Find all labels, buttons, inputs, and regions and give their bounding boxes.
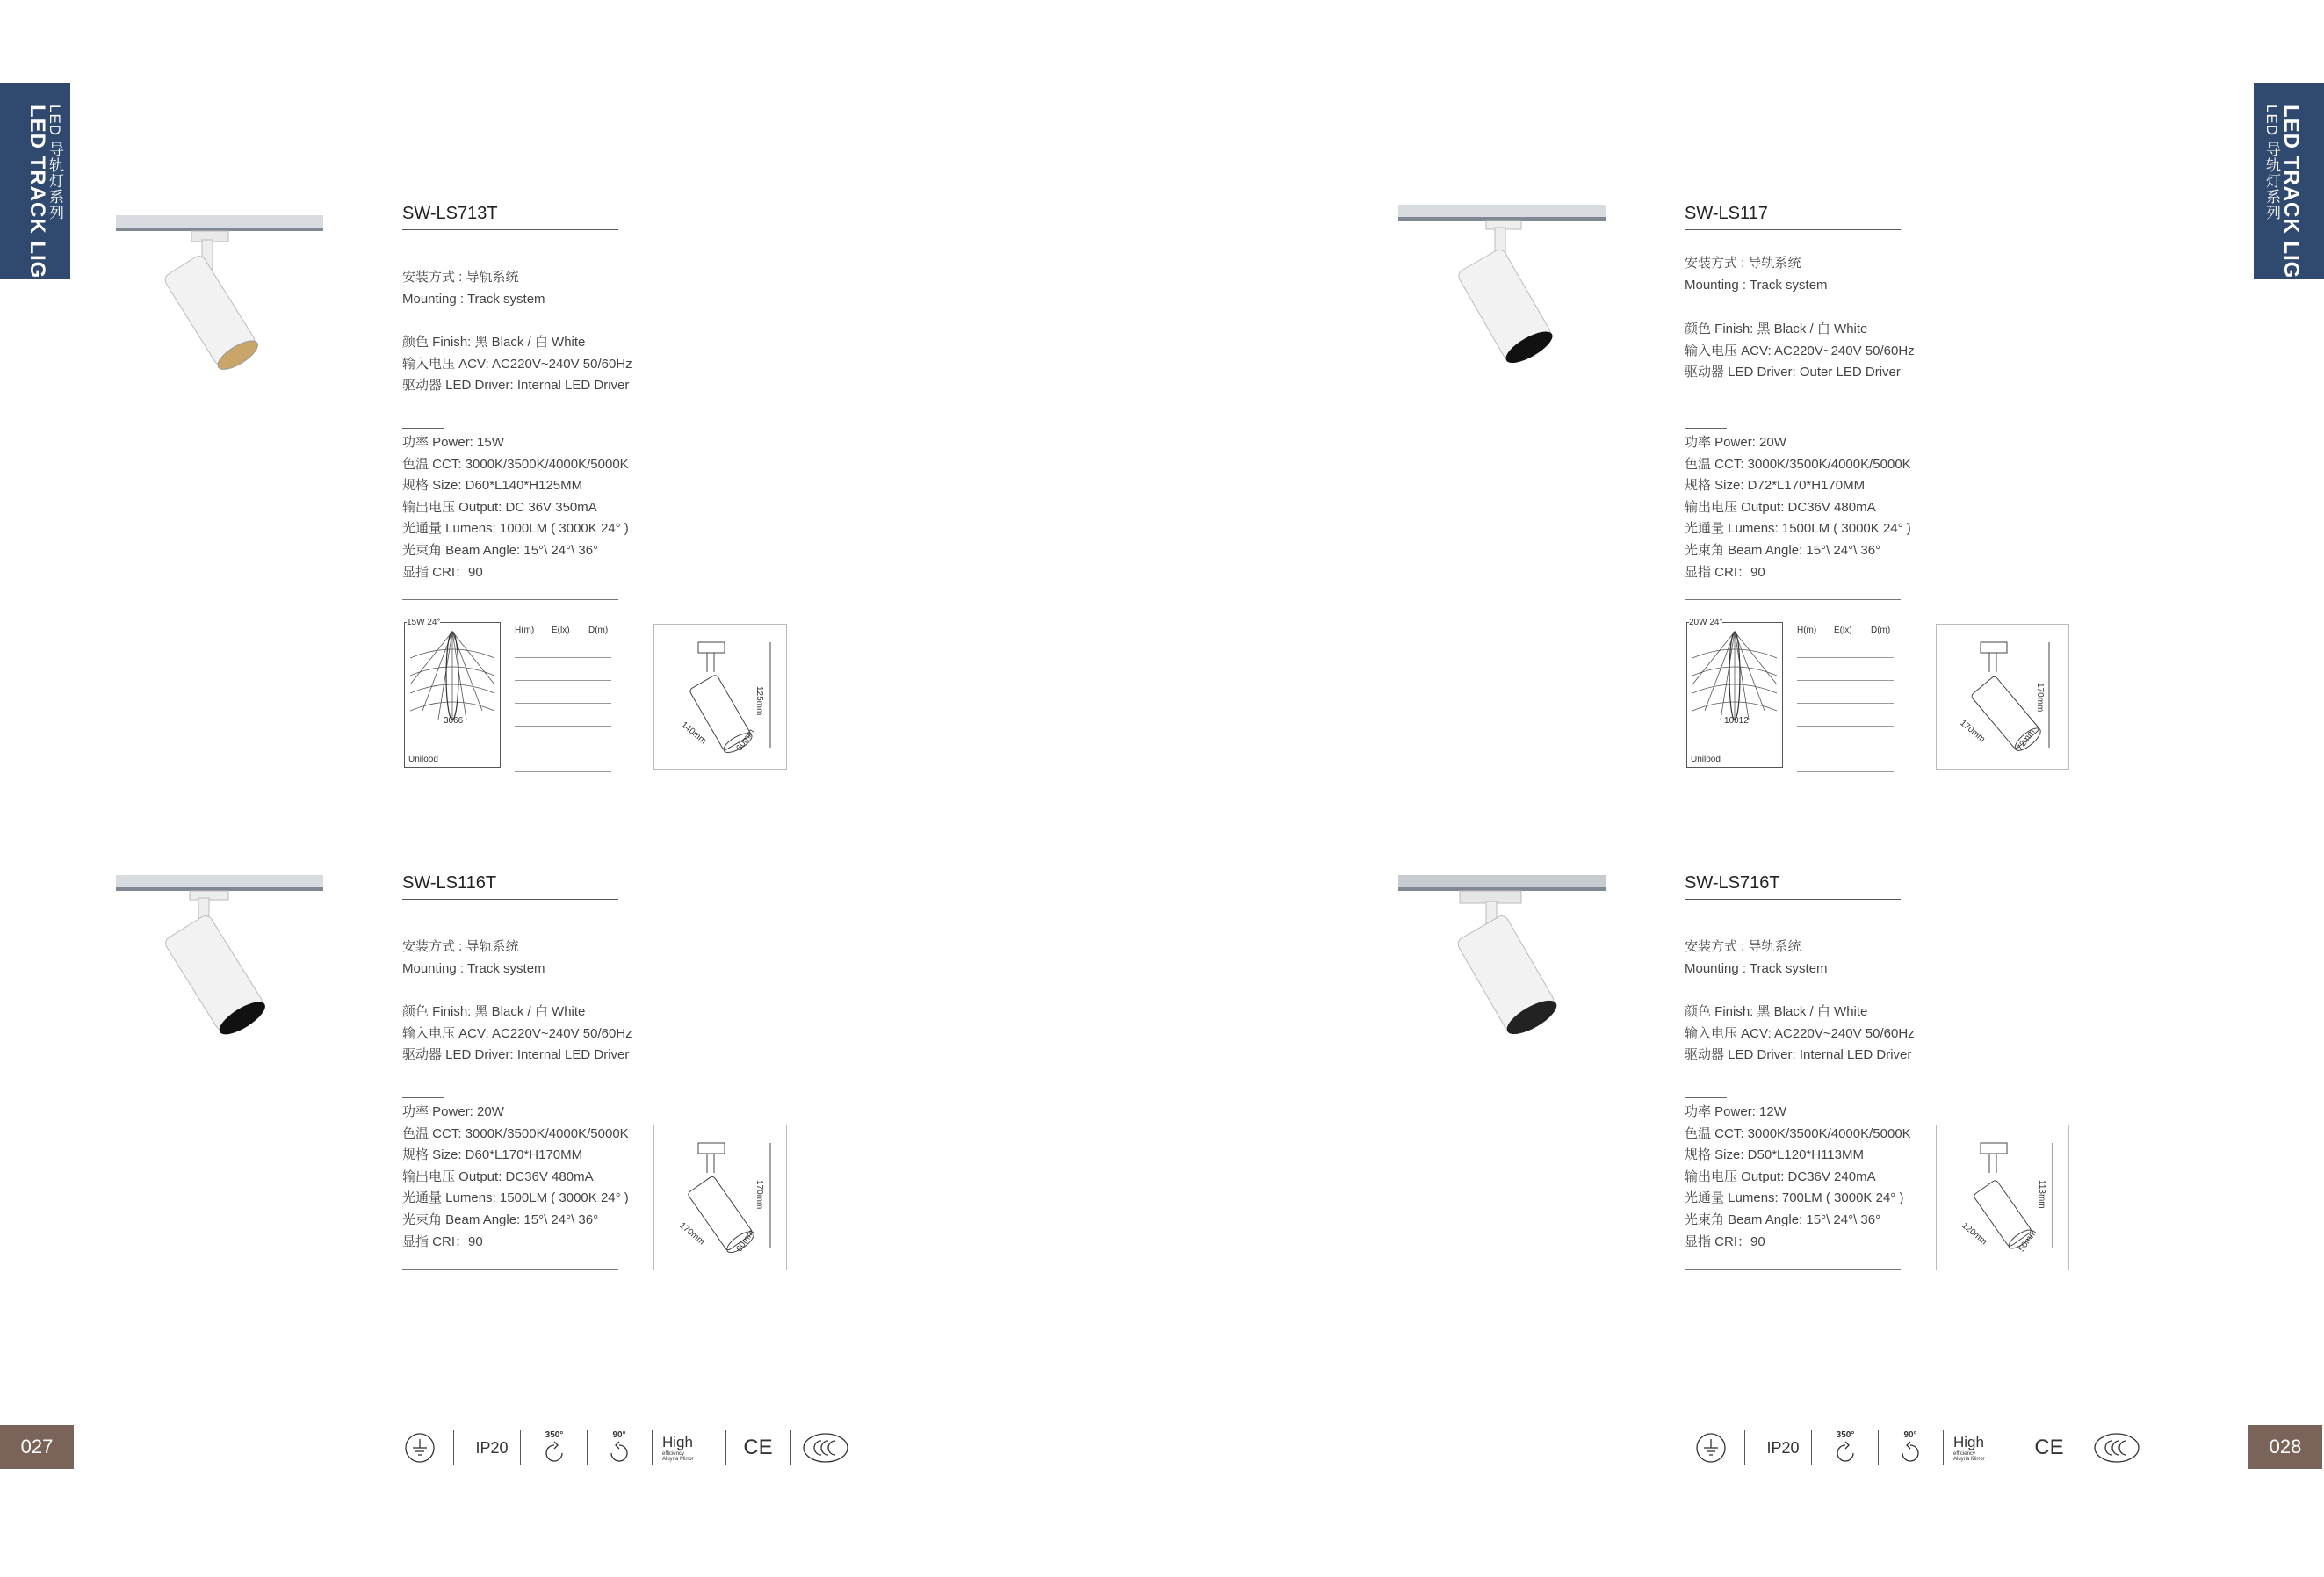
dimension-drawing [653,1125,787,1270]
dim-length: 140mm [679,720,708,747]
mounting-cn: 安装方式 : 导轨系统 [1685,256,1801,271]
side-tab-subtitle: LED 导轨灯系列 [47,105,63,221]
col-d: D(m) [588,626,609,635]
product-card [402,204,1368,836]
col-e: E(lx) [1834,626,1852,635]
size: 规格 Size: D72*L170*H170MM [1685,478,1866,494]
product-model: SW-LS716T [1685,873,1901,900]
input-voltage: 输入电压 ACV: AC220V~240V 50/60Hz [1685,1025,1915,1041]
ip-rating: IP20 [475,1438,509,1457]
input-voltage: 输入电压 ACV: AC220V~240V 50/60Hz [1685,343,1915,358]
cri: 显指 CRI：90 [402,564,483,580]
input-voltage: 输入电压 ACV: AC220V~240V 50/60Hz [402,356,632,372]
divider [402,1097,444,1098]
separator [587,1430,588,1465]
dim-diameter: 50mm [2017,1227,2039,1255]
size: 规格 Size: D50*L120*H113MM [1685,1147,1864,1163]
col-h: H(m) [515,626,535,635]
certification-icons [402,1427,859,1469]
finish: 颜色 Finish: 黑 Black / 白 White [402,1004,586,1019]
rotate-350-icon [1823,1427,1867,1469]
high-label: High [662,1434,693,1450]
divider [1685,428,1727,429]
high-sub2: Aluyria Mirror [1953,1457,1985,1462]
mounting-en: Mounting : Track system [402,291,545,307]
beam-angle: 光束角 Beam Angle: 15°\ 24°\ 36° [402,1212,599,1227]
page-number-right: 028 [2248,1425,2322,1469]
dim-length: 170mm [1958,718,1987,745]
product-photo [116,215,327,391]
separator [652,1430,653,1465]
high-sub1: efficiency [662,1451,684,1457]
separator [1811,1430,1812,1465]
mounting-cn: 安装方式 : 导轨系统 [1685,939,1801,954]
input-voltage: 输入电压 ACV: AC220V~240V 50/60Hz [402,1025,632,1041]
separator [453,1430,454,1465]
col-e: E(lx) [552,626,570,635]
dimension-drawing [1936,624,2069,770]
cct: 色温 CCT: 3000K/3500K/4000K/5000K [1685,456,1911,472]
separator [1943,1430,1944,1465]
photometric-center-value: 3066 [444,716,464,726]
power: 功率 Power: 15W [402,435,504,450]
size: 规格 Size: D60*L140*H125MM [402,478,583,494]
product-photo [1398,875,1609,1051]
cct: 色温 CCT: 3000K/3500K/4000K/5000K [402,1125,629,1141]
divider [1685,599,1901,600]
output: 输出电压 Output: DC36V 240mA [1685,1168,1876,1184]
product-photo [1398,205,1609,380]
photometric-title: 20W 24° [1689,618,1723,627]
power: 功率 Power: 20W [402,1104,504,1119]
dim-length: 170mm [677,1220,706,1248]
rotate-90-label: 90° [1903,1429,1917,1440]
separator [725,1430,726,1465]
high-sub1: efficiency [1953,1451,1975,1457]
power: 功率 Power: 12W [1685,1104,1786,1119]
separator [1878,1430,1879,1465]
side-tab-left [0,83,70,309]
divider [402,428,444,429]
dim-height: 170mm [754,1180,764,1210]
rotate-90-icon [1888,1427,1932,1469]
beam-angle: 光束角 Beam Angle: 15°\ 24°\ 36° [1685,1212,1881,1227]
rotate-90-label: 90° [612,1429,626,1440]
ccc-mark-icon [799,1427,852,1469]
product-card [402,873,1368,1506]
ground-icon [1693,1427,1729,1469]
separator [520,1430,521,1465]
ground-icon [402,1427,437,1469]
ip-rating: IP20 [1766,1438,1800,1457]
product-model: SW-LS116T [402,873,618,900]
finish: 颜色 Finish: 黑 Black / 白 White [1685,322,1868,336]
photometric-brand: Unilood [1691,755,1721,764]
separator [790,1430,791,1465]
dim-height: 125mm [754,686,764,716]
col-h: H(m) [1797,626,1817,635]
high-label: High [1953,1434,1984,1450]
photometric-brand: Unilood [408,755,438,764]
ce-mark-icon: CE [743,1436,773,1459]
rotate-90-icon [597,1427,641,1469]
separator [1744,1430,1745,1465]
divider [1685,1269,1901,1270]
ccc-mark-icon [2090,1427,2143,1469]
mounting-en: Mounting : Track system [1685,277,1828,293]
product-card [1685,204,2324,836]
cct: 色温 CCT: 3000K/3500K/4000K/5000K [402,456,629,472]
cri: 显指 CRI：90 [1685,564,1765,580]
mounting-cn: 安装方式 : 导轨系统 [402,270,519,285]
photometric-title: 15W 24° [407,618,441,627]
mounting-en: Mounting : Track system [402,960,545,976]
finish: 颜色 Finish: 黑 Black / 白 White [1685,1004,1868,1019]
lumens: 光通量 Lumens: 1000LM ( 3000K 24° ) [402,521,629,537]
cct: 色温 CCT: 3000K/3500K/4000K/5000K [1685,1125,1911,1141]
product-model: SW-LS117 [1685,204,1901,230]
dim-length: 120mm [1960,1220,1988,1248]
divider [402,599,618,600]
mounting-en: Mounting : Track system [1685,960,1828,976]
mounting-cn: 安装方式 : 导轨系统 [402,939,519,954]
dim-height: 113mm [2037,1180,2046,1209]
photometric-table [515,626,625,772]
power: 功率 Power: 20W [1685,435,1786,450]
divider [1685,1097,1727,1098]
dim-height: 170mm [2035,683,2045,713]
driver: 驱动器 LED Driver: Internal LED Driver [402,378,630,394]
dim-diameter: 72mm [2015,727,2038,754]
side-tab-title: LED TRACK LIGHT [2279,105,2303,309]
cri: 显指 CRI：90 [402,1233,483,1249]
finish: 颜色 Finish: 黑 Black / 白 White [402,335,586,350]
high-sub2: Aluyria Mirror [662,1457,694,1462]
cri: 显指 CRI：90 [1685,1233,1765,1249]
product-model: SW-LS713T [402,204,618,230]
rotate-350-icon [532,1427,576,1469]
page-number-left: 027 [0,1425,74,1469]
high-efficiency-badge [1953,1427,2003,1469]
photometric-center-value: 10012 [1724,716,1749,726]
side-tab-title: LED TRACK LIGHT [25,105,49,309]
lumens: 光通量 Lumens: 700LM ( 3000K 24° ) [1685,1190,1904,1206]
dimension-drawing [653,624,787,770]
product-card [1685,873,2324,1506]
beam-angle: 光束角 Beam Angle: 15°\ 24°\ 36° [1685,542,1881,558]
side-tab-subtitle: LED 导轨灯系列 [2263,105,2280,221]
rotate-350-label: 350° [545,1429,564,1440]
photometric-diagram [404,618,501,768]
size: 规格 Size: D60*L170*H170MM [402,1147,583,1163]
photometric-diagram [1686,618,1783,768]
driver: 驱动器 LED Driver: Outer LED Driver [1685,365,1901,380]
driver: 驱动器 LED Driver: Internal LED Driver [1685,1047,1912,1063]
lumens: 光通量 Lumens: 1500LM ( 3000K 24° ) [402,1190,629,1206]
dim-diameter: 60mm [734,1227,757,1255]
dim-diameter: 60mm [734,727,757,754]
beam-angle: 光束角 Beam Angle: 15°\ 24°\ 36° [402,542,599,558]
high-efficiency-badge [662,1427,711,1469]
certification-icons [1693,1427,2150,1469]
lumens: 光通量 Lumens: 1500LM ( 3000K 24° ) [1685,521,1911,537]
col-d: D(m) [1871,626,1891,635]
photometric-table [1797,626,1908,772]
output: 输出电压 Output: DC36V 480mA [402,1168,594,1184]
driver: 驱动器 LED Driver: Internal LED Driver [402,1047,630,1063]
output: 输出电压 Output: DC 36V 350mA [402,499,597,515]
dimension-drawing [1936,1125,2069,1270]
ce-mark-icon: CE [2034,1436,2064,1459]
product-photo [116,875,327,1051]
divider [402,1269,618,1270]
rotate-350-label: 350° [1836,1429,1855,1440]
output: 输出电压 Output: DC36V 480mA [1685,499,1876,515]
